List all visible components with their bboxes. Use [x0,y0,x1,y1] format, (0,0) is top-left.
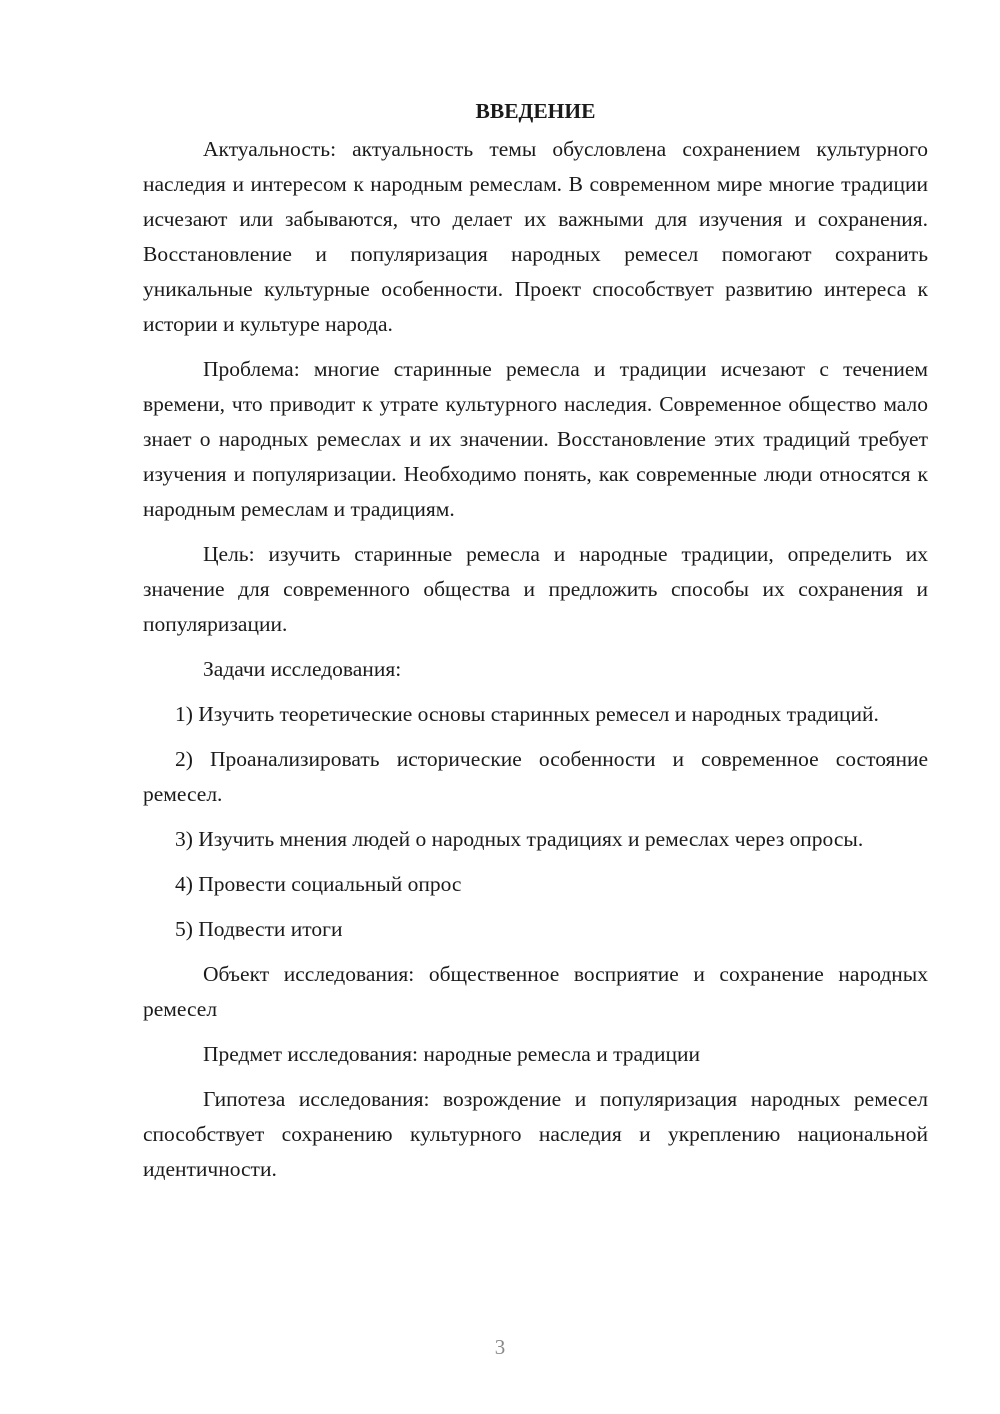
subject-paragraph: Предмет исследования: народные ремесла и традиции [203,1042,701,1066]
problem-paragraph: Проблема: многие старинные ремесла и традиции исчезают с течением времени, что приводит к утрате культурного наследия. Современное общество мало знает о народных ремеслах и их значении. Восстановление этих традиций требует изучения и популяризации. Необходимо понять, как современные люди относятся к народным ремеслам и традициям. [143,357,928,521]
task-item-4: 4) Провести социальный опрос [175,872,462,896]
task-item-3: 3) Изучить мнения людей о народных традициях и ремеслах через опросы. [175,827,864,851]
task-item-2: 2) Проанализировать исторические особенности и современное состояние ремесел. [143,747,928,806]
hypothesis-paragraph: Гипотеза исследования: возрождение и популяризация народных ремесел способствует сохранению культурного наследия и укреплению национальной идентичности. [143,1087,928,1181]
page-number: 3 [494,1335,506,1359]
task-item-1: 1) Изучить теоретические основы старинных ремесел и народных традиций. [175,702,879,726]
tasks-heading: Задачи исследования: [203,657,402,681]
object-paragraph: Объект исследования: общественное восприятие и сохранение народных ремесел [143,962,928,1021]
relevance-paragraph: Актуальность: актуальность темы обусловлена сохранением культурного наследия и интересом к народным ремеслам. В современном мире многие традиции исчезают или забываются, что делает их важными для изучения и сохранения. Восстановление и популяризация народных ремесел помогают сохранить уникальные культурные особенности. Проект способствует развитию интереса к истории и культуре народа. [143,137,928,336]
page-title: ВВЕДЕНИЕ [475,99,596,123]
task-item-5: 5) Подвести итоги [175,917,343,941]
document-body [143,96,928,1197]
goal-paragraph: Цель: изучить старинные ремесла и народные традиции, определить их значение для современного общества и предложить способы их сохранения и популяризации. [143,542,928,636]
